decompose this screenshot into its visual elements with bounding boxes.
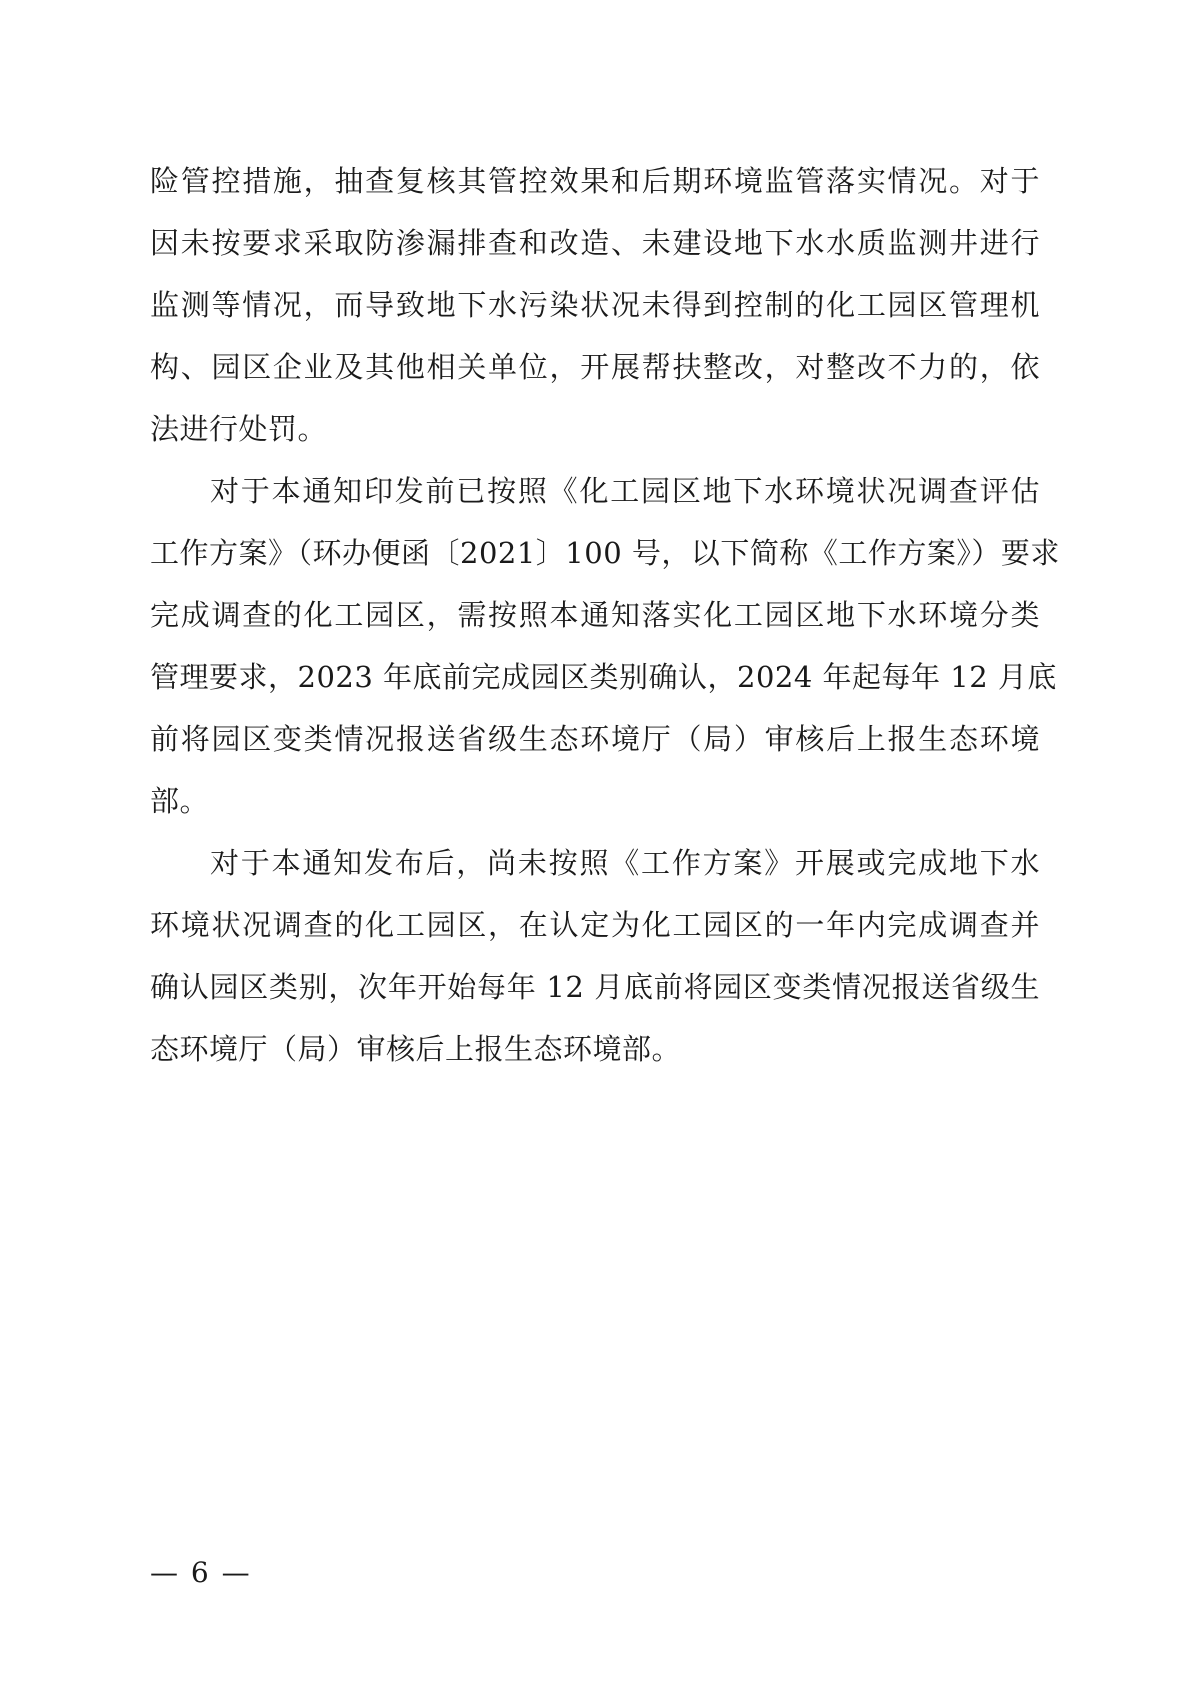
text-line: 态环境厅（局）审核后上报生态环境部。 bbox=[150, 1032, 682, 1066]
text-line: 确认园区类别，次年开始每年 12 月底前将园区变类情况报送省级生 bbox=[150, 970, 1040, 1004]
text-line: 对于本通知发布后，尚未按照《工作方案》开展或完成地下水 bbox=[210, 846, 1040, 880]
paragraph-2 bbox=[150, 460, 1060, 832]
text-line: 环境状况调查的化工园区，在认定为化工园区的一年内完成调查并 bbox=[150, 908, 1040, 942]
text-line: 险管控措施，抽查复核其管控效果和后期环境监管落实情况。对于 bbox=[150, 164, 1040, 198]
text-line: 部。 bbox=[150, 784, 210, 818]
text-line: 监测等情况，而导致地下水污染状况未得到控制的化工园区管理机 bbox=[150, 288, 1040, 322]
text-line: 法进行处罚。 bbox=[150, 412, 328, 446]
text-line: 前将园区变类情况报送省级生态环境厅（局）审核后上报生态环境 bbox=[150, 722, 1040, 756]
page-number: — 6 — bbox=[150, 1556, 252, 1589]
document-body bbox=[150, 150, 1060, 1080]
text-line: 对于本通知印发前已按照《化工园区地下水环境状况调查评估 bbox=[210, 474, 1040, 508]
paragraph-3 bbox=[150, 832, 1040, 1080]
text-line: 因未按要求采取防渗漏排查和改造、未建设地下水水质监测井进行 bbox=[150, 226, 1040, 260]
text-line: 构、园区企业及其他相关单位，开展帮扶整改，对整改不力的，依 bbox=[150, 350, 1040, 384]
text-line: 完成调查的化工园区，需按照本通知落实化工园区地下水环境分类 bbox=[150, 598, 1040, 632]
text-line: 工作方案》（环办便函〔2021〕100 号，以下简称《工作方案》）要求 bbox=[150, 536, 1060, 570]
text-line: 管理要求，2023 年底前完成园区类别确认，2024 年起每年 12 月底 bbox=[150, 660, 1057, 694]
paragraph-1 bbox=[150, 150, 1040, 460]
